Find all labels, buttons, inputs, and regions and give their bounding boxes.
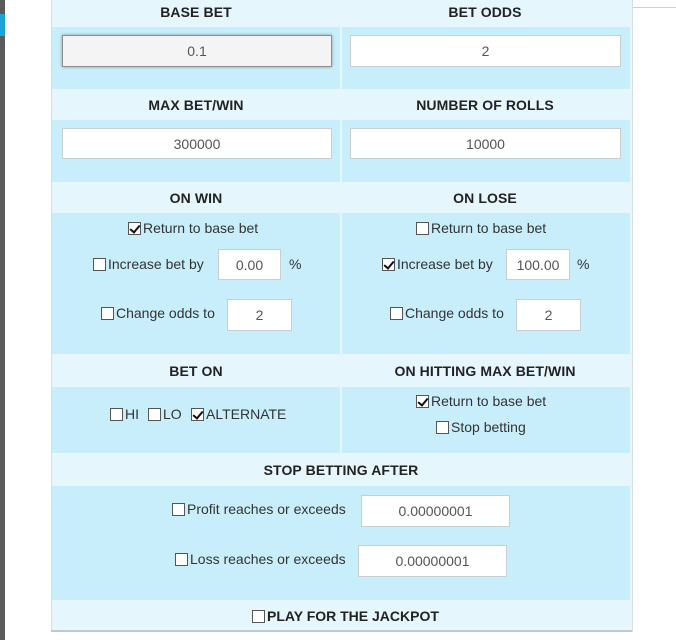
- bet-on-hi-checkbox[interactable]: [110, 408, 123, 421]
- on-win-change-odds-label: Change odds to: [116, 305, 215, 321]
- bet-on-alternate-label: ALTERNATE: [206, 406, 287, 422]
- stop-betting-after-label: STOP BETTING AFTER: [263, 462, 419, 478]
- top-divider: [632, 7, 676, 8]
- on-win-change-odds-checkbox[interactable]: [101, 307, 114, 320]
- on-win-change-odds-option[interactable]: [101, 304, 215, 322]
- bet-on-alternate-checkbox[interactable]: [191, 408, 204, 421]
- profit-label: Profit reaches or exceeds: [187, 501, 346, 517]
- loss-label: Loss reaches or exceeds: [190, 551, 346, 567]
- jackpot-label: PLAY FOR THE JACKPOT: [267, 608, 439, 624]
- on-lose-change-odds-option[interactable]: [390, 304, 504, 322]
- jackpot-checkbox[interactable]: [252, 610, 265, 623]
- bet-on-lo-option[interactable]: [148, 405, 182, 423]
- loss-checkbox[interactable]: [175, 553, 188, 566]
- on-win-label: ON WIN: [169, 190, 223, 206]
- bet-on-lo-checkbox[interactable]: [148, 408, 161, 421]
- profit-option[interactable]: [172, 500, 346, 518]
- on-win-increase-option[interactable]: [93, 255, 204, 273]
- on-lose-return-checkbox[interactable]: [416, 222, 429, 235]
- on-win-return-checkbox[interactable]: [128, 222, 141, 235]
- left-accent-tab: [0, 14, 5, 36]
- bet-odds-input[interactable]: [350, 35, 621, 67]
- profit-checkbox[interactable]: [172, 503, 185, 516]
- loss-option[interactable]: [175, 550, 346, 568]
- base-bet-input[interactable]: [62, 35, 332, 67]
- on-win-change-odds-input[interactable]: [227, 299, 292, 331]
- max-return-label: Return to base bet: [431, 393, 547, 409]
- on-win-increase-input[interactable]: [218, 249, 281, 280]
- number-of-rolls-input[interactable]: [350, 128, 621, 159]
- on-lose-percent-sign: %: [577, 256, 590, 272]
- on-lose-change-odds-checkbox[interactable]: [390, 307, 403, 320]
- max-bet-win-label: MAX BET/WIN: [148, 97, 244, 113]
- on-win-increase-checkbox[interactable]: [93, 258, 106, 271]
- window-left-edge: [0, 0, 5, 640]
- on-lose-change-odds-input[interactable]: [516, 299, 581, 331]
- loss-input[interactable]: [358, 545, 507, 577]
- bet-on-hi-option[interactable]: [110, 405, 139, 423]
- bet-on-lo-label: LO: [163, 406, 182, 422]
- on-win-return-label: Return to base bet: [143, 220, 259, 236]
- stop-betting-label: Stop betting: [451, 419, 526, 435]
- panel-bottom-edge: [51, 630, 632, 632]
- on-lose-increase-label: Increase bet by: [397, 256, 493, 272]
- on-lose-label: ON LOSE: [453, 190, 517, 206]
- bet-on-alternate-option[interactable]: [191, 405, 286, 423]
- on-win-return-option[interactable]: [128, 219, 258, 237]
- jackpot-option[interactable]: [252, 607, 439, 625]
- on-lose-return-label: Return to base bet: [431, 220, 547, 236]
- max-bet-win-input[interactable]: [62, 128, 332, 159]
- profit-input[interactable]: [361, 495, 510, 527]
- max-return-checkbox[interactable]: [416, 395, 429, 408]
- on-hitting-max-label: ON HITTING MAX BET/WIN: [394, 363, 576, 379]
- on-lose-increase-option[interactable]: [382, 255, 493, 273]
- on-lose-return-option[interactable]: [416, 219, 546, 237]
- bet-odds-label: BET ODDS: [448, 4, 522, 20]
- bet-on-hi-label: HI: [125, 406, 139, 422]
- stop-betting-checkbox[interactable]: [436, 421, 449, 434]
- bet-on-label: BET ON: [169, 363, 223, 379]
- max-return-option[interactable]: [416, 392, 546, 410]
- on-win-increase-label: Increase bet by: [108, 256, 204, 272]
- number-of-rolls-label: NUMBER OF ROLLS: [416, 97, 554, 113]
- base-bet-label: BASE BET: [160, 4, 232, 20]
- on-lose-increase-checkbox[interactable]: [382, 258, 395, 271]
- on-lose-change-odds-label: Change odds to: [405, 305, 504, 321]
- on-win-percent-sign: %: [289, 256, 302, 272]
- on-lose-increase-input[interactable]: [506, 249, 570, 280]
- stop-betting-option[interactable]: [436, 418, 526, 436]
